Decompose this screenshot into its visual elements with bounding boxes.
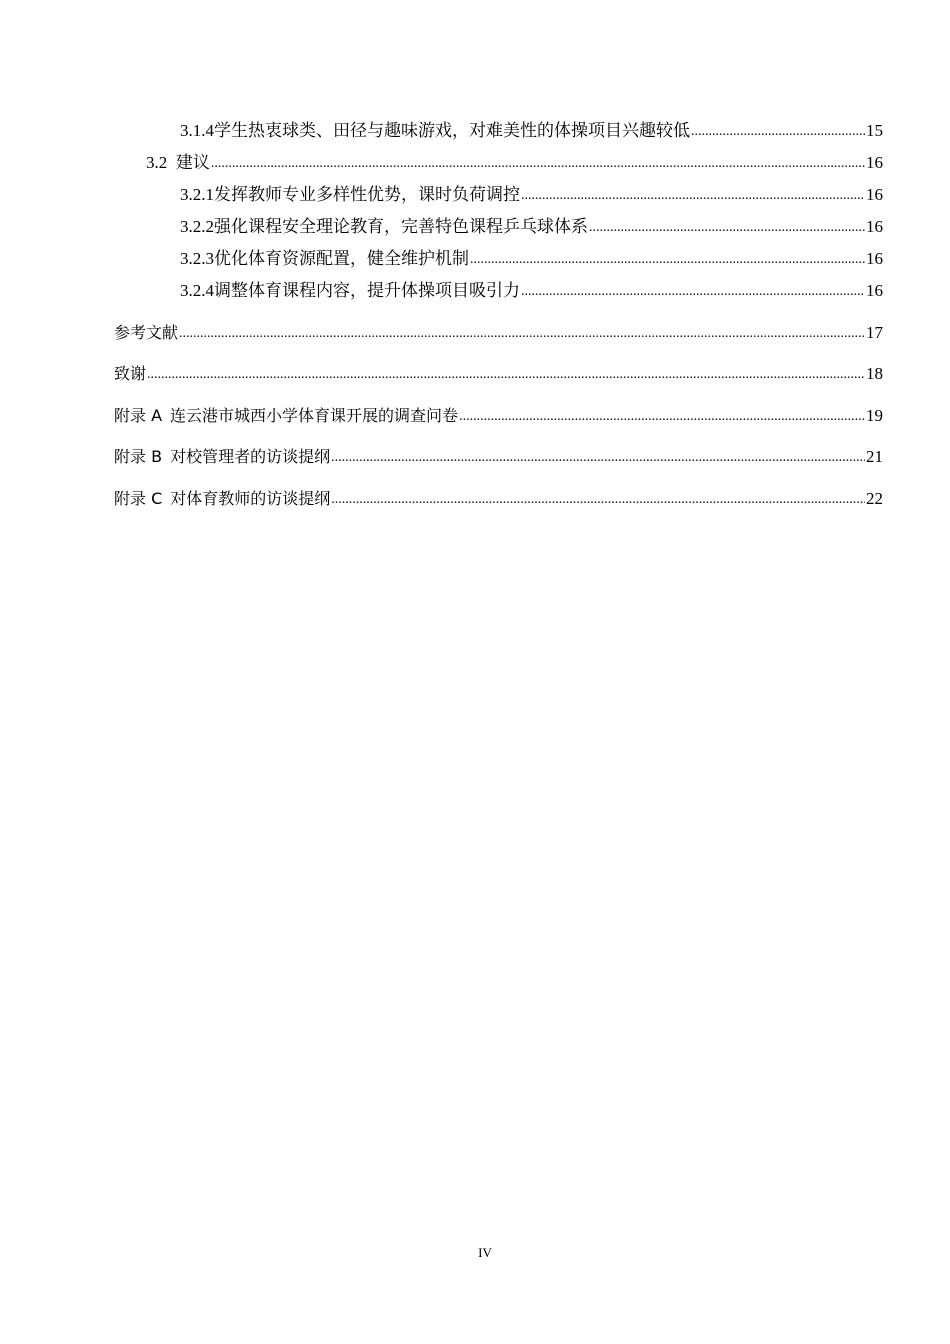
toc-entry-title: 对体育教师的访谈提纲 [170,489,331,508]
toc-leader-dots [331,487,865,511]
toc-entry-3-1-4[interactable] [180,120,883,144]
toc-leader-dots [147,362,865,386]
toc-entry-title: 调整体育课程内容，提升体操项目吸引力 [214,281,520,300]
toc-leader-dots [459,404,865,428]
toc-entry-3-2-4[interactable] [180,280,883,304]
toc-entry-3-2-3[interactable] [180,248,883,272]
toc-entry-number: 3.2.4 [180,281,214,300]
toc-entry-number: 3.2.1 [180,185,214,204]
toc-leader-dots [211,151,865,175]
toc-entry-title: 对校管理者的访谈提纲 [170,447,331,466]
toc-leader-dots [179,321,865,345]
toc-entry-page: 16 [866,249,883,268]
toc-leader-dots [521,279,865,303]
toc-entry-page: 17 [866,323,883,342]
toc-leader-dots [691,119,865,143]
toc-entry-page: 16 [866,153,883,172]
toc-entry-page: 19 [866,406,883,425]
toc-entry-number: 3.1.4 [180,121,214,140]
toc-entry-title: 参考文献 [114,323,179,342]
toc-entry-appendix-a[interactable] [114,405,883,429]
toc-entry-number: 3.2.3 [180,249,214,268]
toc-entry-title: 发挥教师专业多样性优势，课时负荷调控 [214,185,520,204]
toc-entry-title: 优化体育资源配置，健全维护机制 [214,249,469,268]
toc-entry-page: 16 [866,185,883,204]
toc-entry-number: 附录 C [114,489,163,508]
toc-entry-title: 学生热衷球类、田径与趣味游戏，对难美性的体操项目兴趣较低 [214,121,690,140]
toc-entry-appendix-b[interactable] [114,446,883,470]
toc-entry-page: 15 [866,121,883,140]
toc-entry-number: 附录 B [114,447,163,466]
toc-entry-acknowledgements[interactable] [114,363,883,387]
toc-entry-title: 强化课程安全理论教育，完善特色课程乒乓球体系 [214,217,588,236]
toc-entry-appendix-c[interactable] [114,488,883,512]
toc-entry-3-2-1[interactable] [180,184,883,208]
toc-entry-3-2-2[interactable] [180,216,883,240]
toc-entry-3-2[interactable] [146,152,883,176]
toc-entry-references[interactable] [114,322,883,346]
toc-entry-page: 18 [866,364,883,383]
toc-entry-page: 22 [866,489,883,508]
toc-entry-page: 21 [866,447,883,466]
page-number-footer: IV [478,1245,492,1260]
toc-entry-number: 3.2.2 [180,217,214,236]
toc-leader-dots [589,215,865,239]
toc-entry-page: 16 [866,217,883,236]
toc-entry-number: 附录 A [114,406,163,425]
toc-leader-dots [470,247,865,271]
toc-entry-title: 建议 [175,153,210,172]
toc-entry-title: 连云港市城西小学体育课开展的调查问卷 [170,406,459,425]
toc-leader-dots [331,445,865,469]
toc-entry-title: 致谢 [114,364,147,383]
toc-entry-page: 16 [866,281,883,300]
toc-entry-number: 3.2 [146,153,168,172]
toc-leader-dots [521,183,865,207]
